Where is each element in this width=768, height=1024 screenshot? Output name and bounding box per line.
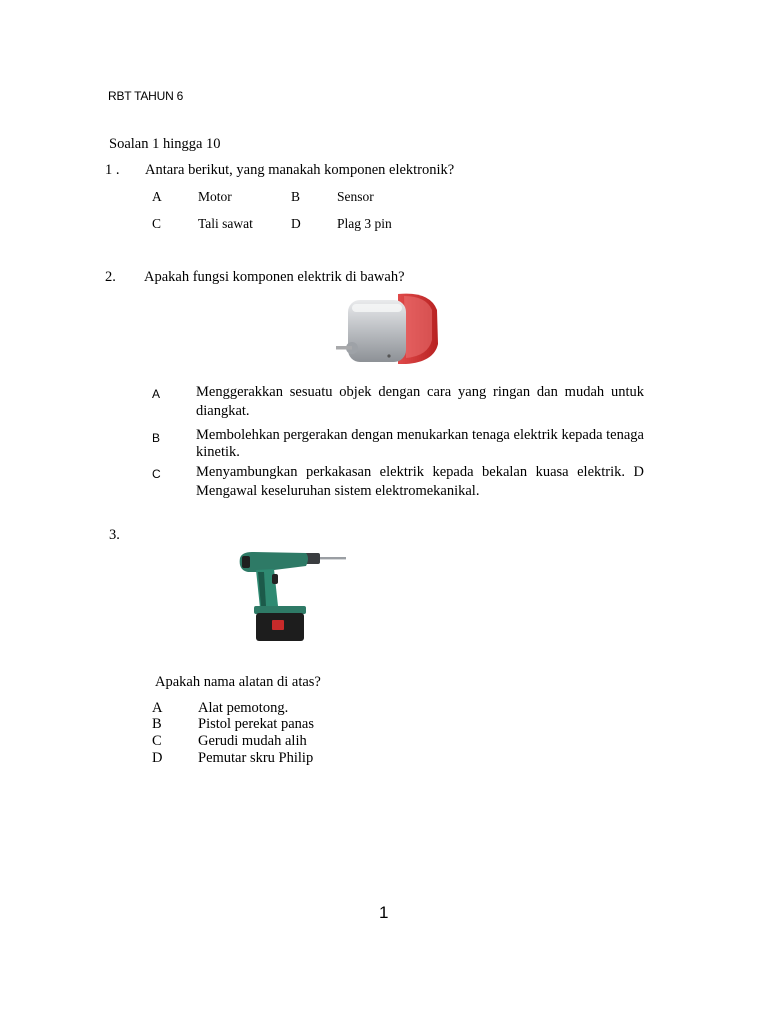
option-text: Gerudi mudah alih (198, 733, 307, 749)
section-label: Soalan 1 hingga 10 (109, 136, 221, 152)
option-letter: B (152, 716, 162, 732)
option-letter: C (152, 216, 162, 231)
option-letter: A (152, 387, 161, 401)
option-letter: A (152, 189, 162, 204)
option-text: Pistol perekat panas (198, 716, 314, 732)
option-text: Plag 3 pin (337, 216, 392, 231)
cordless-drill-image (234, 550, 350, 646)
option-letter: D (291, 216, 301, 231)
question-text: Apakah nama alatan di atas? (155, 674, 321, 690)
option-letter: C (152, 467, 161, 481)
question-number: 3. (109, 527, 120, 543)
question-number: 1 . (105, 162, 120, 178)
option-letter: B (152, 431, 161, 445)
page-header: RBT TAHUN 6 (108, 89, 184, 103)
option-text: Membolehkan pergerakan dengan menukarkan tenaga elektrik kepada tenaga kinetik. (196, 427, 644, 460)
dc-motor-image (334, 290, 442, 368)
page-number: 1 (379, 903, 389, 922)
question-text: Antara berikut, yang manakah komponen elektronik? (145, 162, 455, 178)
option-text: Motor (198, 189, 232, 204)
option-letter: C (152, 733, 162, 749)
option-text: Tali sawat (198, 216, 253, 231)
option-text: Sensor (337, 189, 374, 204)
option-letter: D (152, 750, 163, 766)
option-text: Alat pemotong. (198, 700, 289, 716)
question-text: Apakah fungsi komponen elektrik di bawah? (144, 269, 405, 285)
option-text: Pemutar skru Philip (198, 750, 314, 766)
question-number: 2. (105, 269, 116, 285)
option-text: Menggerakkan sesuatu objek dengan cara yang ringan dan mudah untuk diangkat. (196, 384, 644, 419)
option-text: Menyambungkan perkakasan elektrik kepada bekalan kuasa elektrik. D Mengawal keseluruhan sistem elektromekanikal. (196, 464, 644, 499)
option-letter: B (291, 189, 301, 204)
option-letter: A (152, 700, 163, 716)
